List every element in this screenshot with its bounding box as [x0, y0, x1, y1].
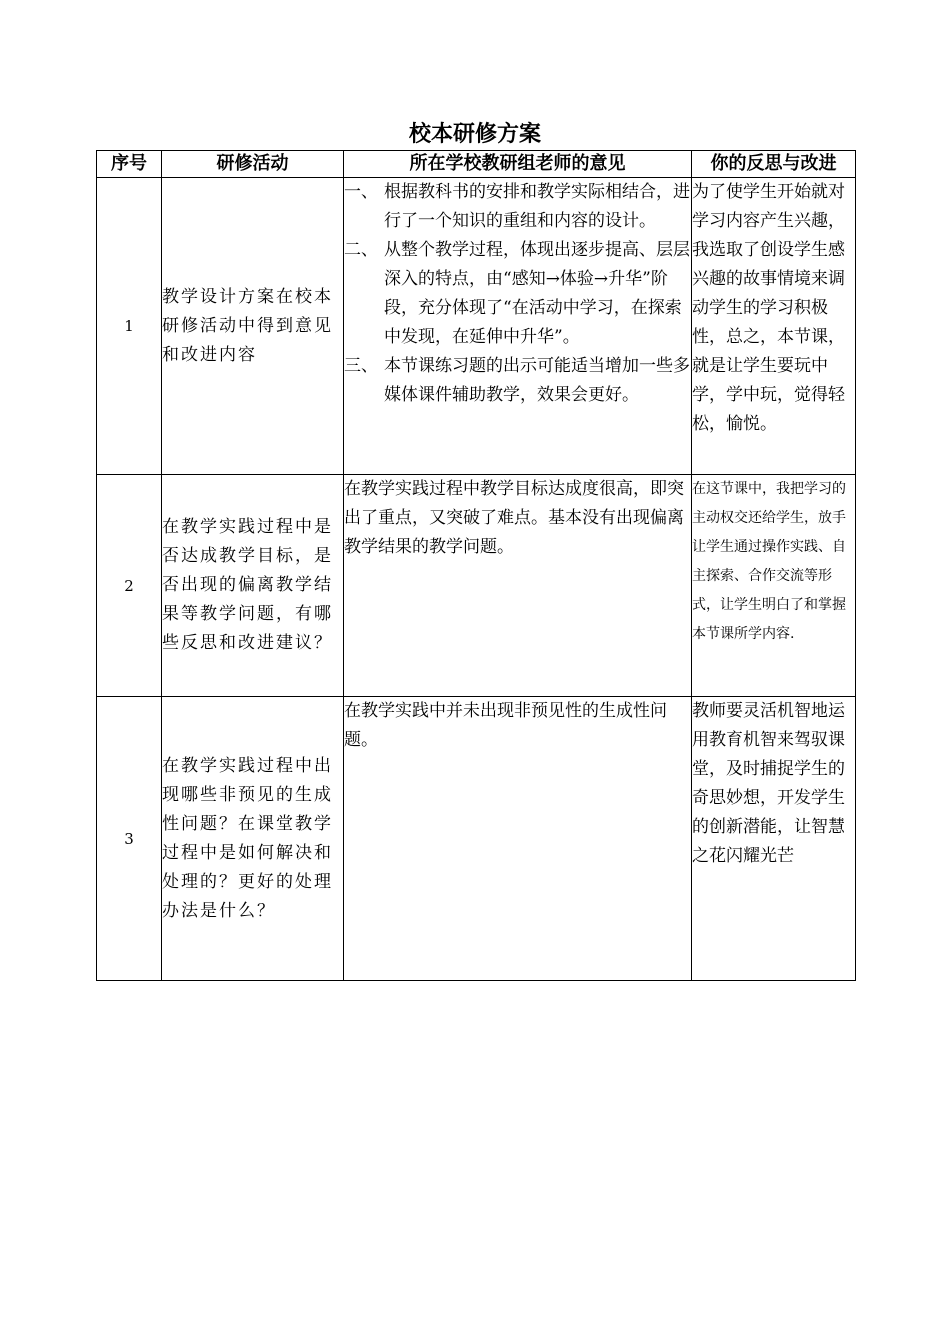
header-number: 序号: [97, 151, 162, 178]
row-number: 3: [97, 697, 162, 981]
activity-cell: 在教学实践过程中出现哪些非预见的生成性问题？在课堂教学过程中是如何解决和处理的？更好的处理办法是什么？: [162, 697, 344, 981]
opinion-cell: 在教学实践过程中教学目标达成度很高，即突出了重点，又突破了难点。基本没有出现偏离教学结果的教学问题。: [344, 475, 692, 697]
opinion-item: [344, 352, 691, 410]
table-header-row: [97, 151, 856, 178]
opinion-cell: [344, 178, 692, 475]
reflection-cell: 在这节课中，我把学习的主动权交还给学生，放手让学生通过操作实践、自主探索、合作交流等形式，让学生明白了和掌握本节课所学内容.: [692, 475, 856, 697]
opinion-marker: 二、: [344, 240, 378, 260]
row-number: 1: [97, 178, 162, 475]
opinion-text: 从整个教学过程，体现出逐步提高、层层深入的特点，由“感知→体验→升华”阶段，充分体现了“在活动中学习，在探索中发现，在延伸中升华”。: [384, 240, 690, 347]
page-title: 校本研修方案: [408, 122, 541, 147]
table-row: [97, 178, 856, 475]
opinion-marker: 三、: [344, 356, 378, 376]
header-activity: 研修活动: [162, 151, 344, 178]
header-opinion: 所在学校教研组老师的意见: [344, 151, 692, 178]
opinion-list: [344, 178, 691, 410]
opinion-text: 根据教科书的安排和教学实际相结合，进行了一个知识的重组和内容的设计。: [384, 182, 690, 231]
opinion-item: [344, 236, 691, 352]
table-row: [97, 475, 856, 697]
header-reflection: 你的反思与改进: [692, 151, 856, 178]
plan-table: [96, 150, 856, 981]
table-row: [97, 697, 856, 981]
row-number: 2: [97, 475, 162, 697]
opinion-marker: 一、: [344, 182, 378, 202]
activity-cell: 在教学实践过程中是否达成教学目标，是否出现的偏离教学结果等教学问题，有哪些反思和改进建议？: [162, 475, 344, 697]
reflection-cell: 教师要灵活机智地运用教育机智来驾驭课堂，及时捕捉学生的奇思妙想，开发学生的创新潜能，让智慧之花闪耀光芒: [692, 697, 856, 981]
opinion-text: 本节课练习题的出示可能适当增加一些多媒体课件辅助教学，效果会更好。: [384, 356, 690, 405]
reflection-cell: 为了使学生开始就对学习内容产生兴趣，我选取了创设学生感兴趣的故事情境来调动学生的学习积极性，总之，本节课，就是让学生要玩中学，学中玩，觉得轻松，愉悦。: [692, 178, 856, 475]
opinion-item: [344, 178, 691, 236]
opinion-cell: 在教学实践中并未出现非预见性的生成性问题。: [344, 697, 692, 981]
activity-cell: 教学设计方案在校本研修活动中得到意见和改进内容: [162, 178, 344, 475]
